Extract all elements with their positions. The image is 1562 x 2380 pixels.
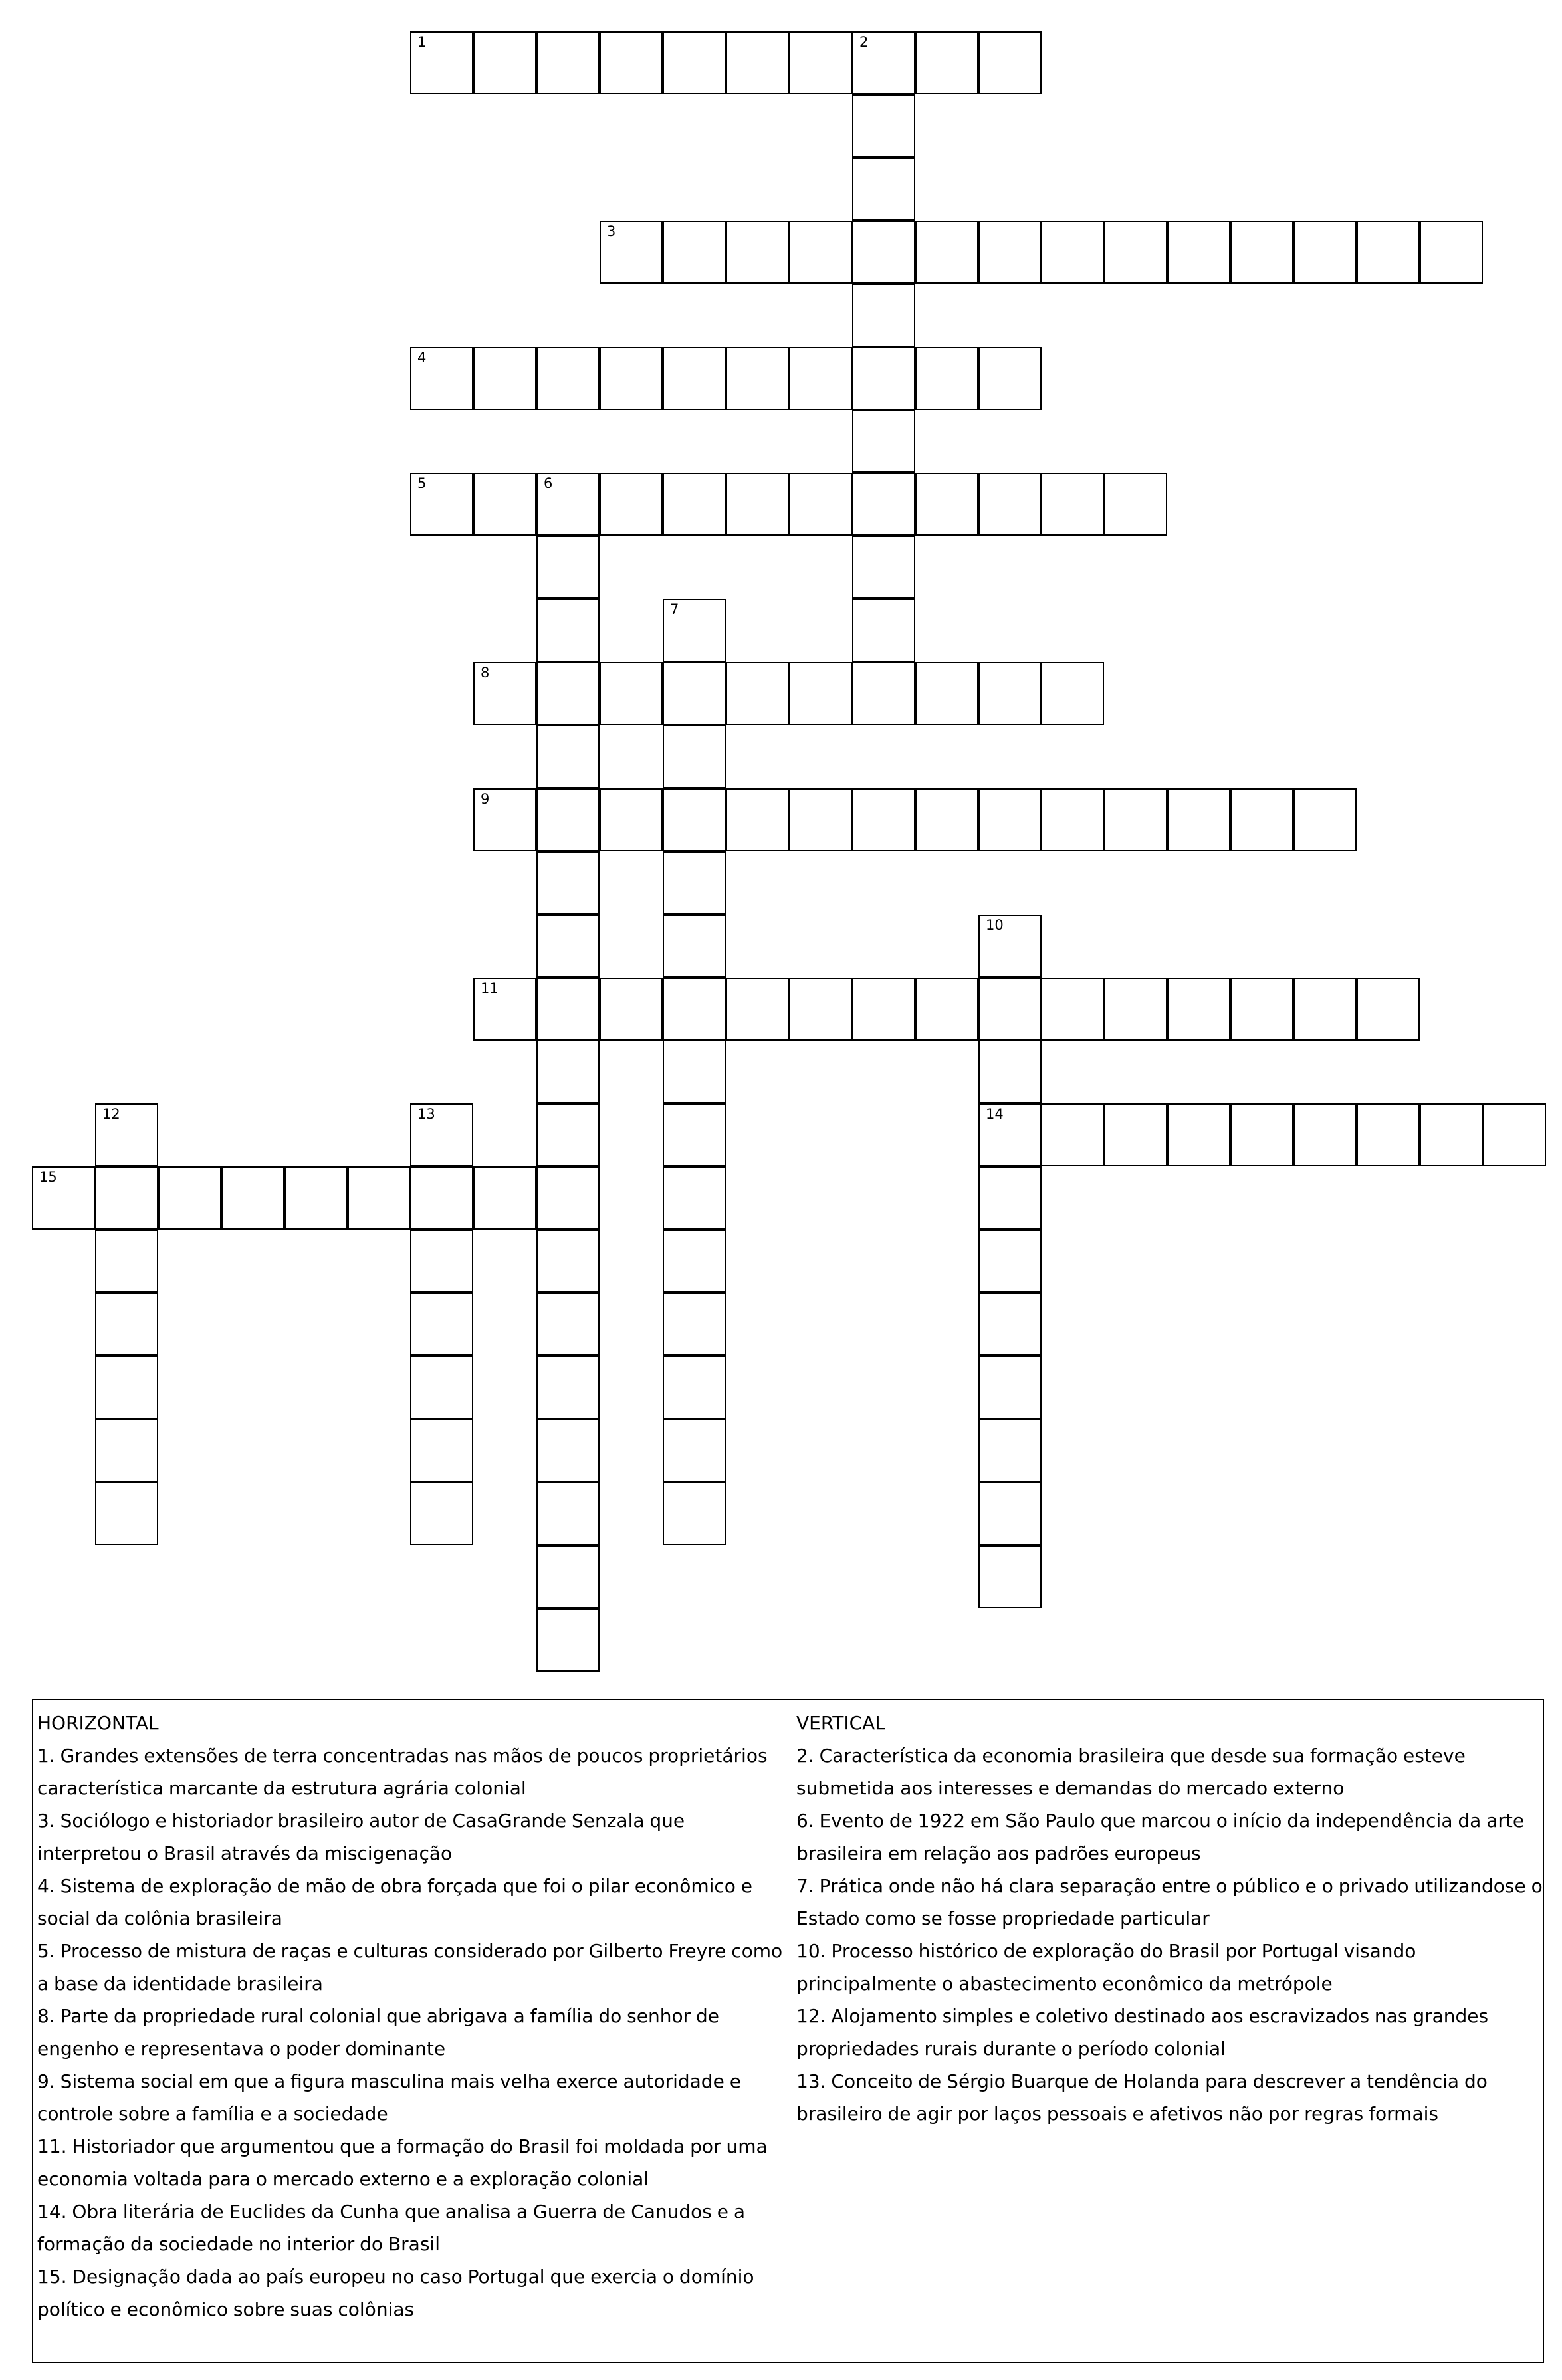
horizontal-heading: HORIZONTAL [37,1712,159,1734]
grid-cell[interactable] [978,347,1042,410]
clue-number: 5 [417,475,427,491]
grid-cell[interactable] [978,788,1042,851]
grid-cell[interactable] [663,1103,726,1166]
grid-cell[interactable] [473,788,536,851]
grid-cell[interactable] [1293,1103,1357,1166]
grid-cell[interactable] [978,1356,1042,1419]
grid-cell[interactable] [663,1482,726,1545]
grid-cell[interactable] [663,978,726,1041]
grid-cell[interactable] [473,347,536,410]
grid-cell[interactable] [663,347,726,410]
grid-cell[interactable] [1104,221,1167,284]
grid-cell[interactable] [536,1293,600,1356]
clue-number: 6 [544,475,553,491]
clue-number: 3 [607,223,616,239]
grid-cell[interactable] [1041,221,1104,284]
clue-number: 11 [481,980,499,996]
grid-cell[interactable] [536,347,600,410]
grid-cell[interactable] [978,31,1042,94]
grid-cell[interactable] [726,31,789,94]
grid-cell[interactable] [536,915,600,978]
clue-number: 9 [481,791,490,807]
grid-cell[interactable] [410,1166,473,1230]
clue-across-9: 9. Sistema social em que a figura masculina mais velha exerce autoridade e controle sobre a família e a sociedade [37,2070,741,2125]
grid-cell[interactable] [915,473,978,536]
grid-cell[interactable] [95,1482,158,1545]
grid-cell[interactable] [410,1356,473,1419]
grid-cell[interactable] [915,347,978,410]
grid-cell[interactable] [410,1482,473,1545]
grid-cell[interactable] [726,978,789,1041]
grid-cell[interactable] [221,1166,284,1230]
grid-cell[interactable] [978,662,1042,725]
grid-cell[interactable] [1293,978,1357,1041]
grid-cell[interactable] [536,788,600,851]
grid-cell[interactable] [663,1356,726,1419]
grid-cell[interactable] [726,221,789,284]
grid-cell[interactable] [1167,788,1230,851]
grid-cell[interactable] [663,1230,726,1293]
clue-number: 7 [670,601,679,617]
grid-cell[interactable] [852,788,915,851]
vertical-clues [796,1707,1543,2130]
grid-cell[interactable] [1357,978,1420,1041]
grid-cell[interactable] [1167,221,1230,284]
grid-cell[interactable] [915,31,978,94]
clue-across-14: 14. Obra literária de Euclides da Cunha que analisa a Guerra de Canudos e a formação da sociedade no interior do Brasil [37,2201,746,2255]
horizontal-clues [37,1707,791,2326]
grid-cell[interactable] [32,1166,95,1230]
grid-cell[interactable] [600,347,663,410]
grid-cell[interactable] [536,1545,600,1608]
grid-cell[interactable] [978,1040,1042,1103]
clue-down-2: 2. Característica da economia brasileira que desde sua formação esteve submetida aos interesses e demandas do mercado externo [796,1745,1466,1799]
clue-number: 4 [417,350,427,366]
vertical-heading: VERTICAL [796,1712,885,1734]
grid-cell[interactable] [978,221,1042,284]
grid-cell[interactable] [663,1166,726,1230]
clue-number: 10 [986,917,1004,933]
grid-cell[interactable] [663,31,726,94]
clue-down-13: 13. Conceito de Sérgio Buarque de Holanda para descrever a tendência do brasileiro de agir por laços pessoais e afetivos não por regras formais [796,2070,1488,2125]
grid-cell[interactable] [536,1608,600,1672]
clues-box [32,1699,1544,2363]
grid-cell[interactable] [1041,788,1104,851]
grid-cell[interactable] [284,1166,348,1230]
grid-cell[interactable] [726,473,789,536]
grid-cell[interactable] [536,473,600,536]
grid-cell[interactable] [473,978,536,1041]
grid-cell[interactable] [663,473,726,536]
grid-cell[interactable] [95,1230,158,1293]
grid-cell[interactable] [915,788,978,851]
clue-across-3: 3. Sociólogo e historiador brasileiro autor de CasaGrande Senzala que interpretou o Brasil através da miscigenação [37,1810,685,1864]
grid-cell[interactable] [852,31,915,94]
clue-number: 12 [102,1106,120,1122]
grid-cell[interactable] [789,31,852,94]
grid-cell[interactable] [789,347,852,410]
grid-cell[interactable] [663,221,726,284]
grid-cell[interactable] [852,221,915,284]
grid-cell[interactable] [789,978,852,1041]
grid-cell[interactable] [852,94,915,158]
grid-cell[interactable] [1420,221,1483,284]
grid-cell[interactable] [410,473,473,536]
grid-cell[interactable] [536,1356,600,1419]
grid-cell[interactable] [95,1356,158,1419]
clue-down-10: 10. Processo histórico de exploração do Brasil por Portugal visando principalmente o abastecimento econômico da metrópole [796,1940,1416,1995]
grid-cell[interactable] [95,1103,158,1166]
grid-cell[interactable] [1293,788,1357,851]
grid-cell[interactable] [978,1166,1042,1230]
grid-cell[interactable] [663,788,726,851]
grid-cell[interactable] [852,347,915,410]
grid-cell[interactable] [1104,473,1167,536]
grid-cell[interactable] [536,1419,600,1482]
clue-across-1: 1. Grandes extensões de terra concentradas nas mãos de poucos proprietários característica marcante da estrutura agrária colonial [37,1745,768,1799]
grid-cell[interactable] [1293,221,1357,284]
grid-cell[interactable] [1104,978,1167,1041]
grid-cell[interactable] [410,31,473,94]
clue-number: 14 [986,1106,1004,1122]
grid-cell[interactable] [726,788,789,851]
grid-cell[interactable] [789,662,852,725]
grid-cell[interactable] [410,1103,473,1166]
grid-cell[interactable] [536,725,600,788]
clue-across-4: 4. Sistema de exploração de mão de obra forçada que foi o pilar econômico e social da colônia brasileira [37,1875,753,1929]
clue-down-12: 12. Alojamento simples e coletivo destinado aos escravizados nas grandes propriedades rurais durante o período colonial [796,2005,1489,2060]
grid-cell[interactable] [410,1293,473,1356]
grid-cell[interactable] [158,1166,221,1230]
grid-cell[interactable] [1230,221,1293,284]
grid-cell[interactable] [473,662,536,725]
clue-across-11: 11. Historiador que argumentou que a formação do Brasil foi moldada por uma economia voltada para o mercado externo e a exploração colonial [37,2135,768,2190]
grid-cell[interactable] [1420,1103,1483,1166]
grid-cell[interactable] [600,473,663,536]
grid-cell[interactable] [978,1103,1042,1166]
grid-cell[interactable] [1104,788,1167,851]
grid-cell[interactable] [410,1419,473,1482]
grid-cell[interactable] [663,662,726,725]
grid-cell[interactable] [473,31,536,94]
grid-cell[interactable] [852,473,915,536]
grid-cell[interactable] [978,1293,1042,1356]
grid-cell[interactable] [852,158,915,221]
grid-cell[interactable] [600,788,663,851]
grid-cell[interactable] [536,1166,600,1230]
grid-cell[interactable] [663,915,726,978]
grid-cell[interactable] [852,662,915,725]
grid-cell[interactable] [978,915,1042,978]
grid-cell[interactable] [978,1419,1042,1482]
grid-cell[interactable] [536,1040,600,1103]
grid-cell[interactable] [1041,662,1104,725]
grid-cell[interactable] [663,1040,726,1103]
grid-cell[interactable] [978,1545,1042,1608]
grid-cell[interactable] [915,978,978,1041]
clue-number: 1 [417,34,427,50]
grid-cell[interactable] [348,1166,411,1230]
grid-cell[interactable] [789,788,852,851]
grid-cell[interactable] [95,1419,158,1482]
grid-cell[interactable] [536,662,600,725]
grid-cell[interactable] [473,1166,536,1230]
grid-cell[interactable] [978,473,1042,536]
clue-number: 8 [481,665,490,681]
grid-cell[interactable] [1041,978,1104,1041]
grid-cell[interactable] [1230,978,1293,1041]
grid-cell[interactable] [536,978,600,1041]
grid-cell[interactable] [1357,1103,1420,1166]
grid-cell[interactable] [915,662,978,725]
clue-across-5: 5. Processo de mistura de raças e culturas considerado por Gilberto Freyre como a base da identidade brasileira [37,1940,783,1995]
grid-cell[interactable] [536,1103,600,1166]
clue-across-15: 15. Designação dada ao país europeu no caso Portugal que exercia o domínio político e econômico sobre suas colônias [37,2266,754,2320]
grid-cell[interactable] [600,662,663,725]
grid-cell[interactable] [536,851,600,915]
grid-cell[interactable] [473,473,536,536]
grid-cell[interactable] [789,473,852,536]
grid-cell[interactable] [915,221,978,284]
grid-cell[interactable] [978,1230,1042,1293]
grid-cell[interactable] [852,978,915,1041]
grid-cell[interactable] [726,347,789,410]
grid-cell[interactable] [536,1482,600,1545]
grid-cell[interactable] [852,284,915,347]
clue-number: 15 [39,1169,57,1185]
grid-cell[interactable] [1230,788,1293,851]
clue-down-7: 7. Prática onde não há clara separação entre o público e o privado utilizandose o Estado como se fosse propriedade particular [796,1875,1543,1929]
grid-cell[interactable] [726,662,789,725]
clue-number: 2 [859,34,869,50]
grid-cell[interactable] [410,347,473,410]
grid-cell[interactable] [600,221,663,284]
grid-cell[interactable] [852,599,915,662]
grid-cell[interactable] [978,1482,1042,1545]
grid-cell[interactable] [1167,978,1230,1041]
grid-cell[interactable] [95,1166,158,1230]
grid-cell[interactable] [852,536,915,599]
grid-cell[interactable] [536,599,600,662]
grid-cell[interactable] [663,851,726,915]
grid-cell[interactable] [1167,1103,1230,1166]
grid-cell[interactable] [789,221,852,284]
grid-cell[interactable] [1357,221,1420,284]
clue-across-8: 8. Parte da propriedade rural colonial que abrigava a família do senhor de engenho e representava o poder dominante [37,2005,720,2060]
grid-cell[interactable] [1041,473,1104,536]
grid-cell[interactable] [1230,1103,1293,1166]
grid-cell[interactable] [1483,1103,1546,1166]
grid-cell[interactable] [978,978,1042,1041]
grid-cell[interactable] [1104,1103,1167,1166]
grid-cell[interactable] [536,31,600,94]
grid-cell[interactable] [1041,1103,1104,1166]
grid-cell[interactable] [663,725,726,788]
grid-cell[interactable] [410,1230,473,1293]
grid-cell[interactable] [600,31,663,94]
grid-cell[interactable] [536,1230,600,1293]
grid-cell[interactable] [663,1293,726,1356]
grid-cell[interactable] [852,409,915,473]
grid-cell[interactable] [663,599,726,662]
clue-number: 13 [417,1106,435,1122]
grid-cell[interactable] [95,1293,158,1356]
clue-down-6: 6. Evento de 1922 em São Paulo que marcou o início da independência da arte brasileira em relação aos padrões europeus [796,1810,1525,1864]
grid-cell[interactable] [663,1419,726,1482]
grid-cell[interactable] [536,536,600,599]
grid-cell[interactable] [600,978,663,1041]
